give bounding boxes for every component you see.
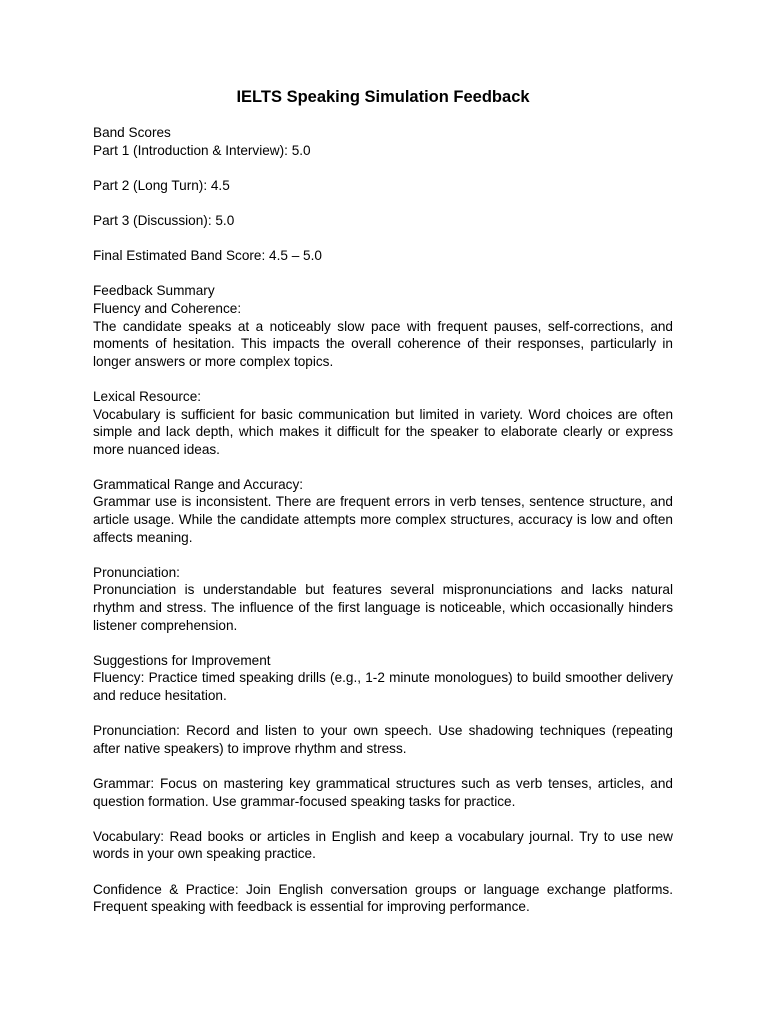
grammar-text: Grammar use is inconsistent. There are frequent errors in verb tenses, sentence structure, and article usage. While the candidate attempts more complex structures, accuracy is low and often affects meaning. [93,494,673,545]
final-band-score: Final Estimated Band Score: 4.5 – 5.0 [93,248,322,264]
suggestions-heading: Suggestions for Improvement [93,652,271,668]
suggestion-vocabulary: Vocabulary: Read books or articles in English and keep a vocabulary journal. Try to use new words in your own speaking practice. [93,828,673,862]
fluency-text: The candidate speaks at a noticeably slow pace with frequent pauses, self-corrections, and moments of hesitation. This impacts the overall coherence of their responses, particularly in longer answers or more complex topics. [93,318,673,369]
part3-score: Part 3 (Discussion): 5.0 [93,212,235,228]
suggestions-section [93,652,673,916]
feedback-summary-section [93,282,673,634]
fluency-label: Fluency and Coherence: [93,300,242,316]
document-page [93,86,673,916]
pronunciation-label: Pronunciation: [93,564,180,580]
pronunciation-text: Pronunciation is understandable but features several mispronunciations and lacks natural rhythm and stress. The influence of the first language is noticeable, which occasionally hinders listener comprehension. [93,582,673,633]
part1-score: Part 1 (Introduction & Interview): 5.0 [93,142,311,158]
grammar-label: Grammatical Range and Accuracy: [93,476,304,492]
band-scores-heading: Band Scores [93,125,171,140]
lexical-text: Vocabulary is sufficient for basic communication but limited in variety. Word choices are often simple and lack depth, which makes it difficult for the speaker to elaborate clearly or express more nuanced ideas. [93,406,673,457]
document-title: IELTS Speaking Simulation Feedback [236,88,530,106]
suggestion-grammar: Grammar: Focus on mastering key grammatical structures such as verb tenses, articles, and question formation. Use grammar-focused speaking tasks for practice. [93,775,673,809]
suggestion-pronunciation: Pronunciation: Record and listen to your own speech. Use shadowing techniques (repeating after native speakers) to improve rhythm and stress. [93,723,673,756]
suggestion-fluency: Fluency: Practice timed speaking drills (e.g., 1-2 minute monologues) to build smoother delivery and reduce hesitation. [93,670,673,703]
part2-score: Part 2 (Long Turn): 4.5 [93,177,230,193]
suggestion-confidence: Confidence & Practice: Join English conversation groups or language exchange platforms. Frequent speaking with feedback is essential for improving performance. [93,881,673,915]
lexical-label: Lexical Resource: [93,388,202,404]
band-scores-section [93,124,673,265]
feedback-summary-heading: Feedback Summary [93,283,215,299]
